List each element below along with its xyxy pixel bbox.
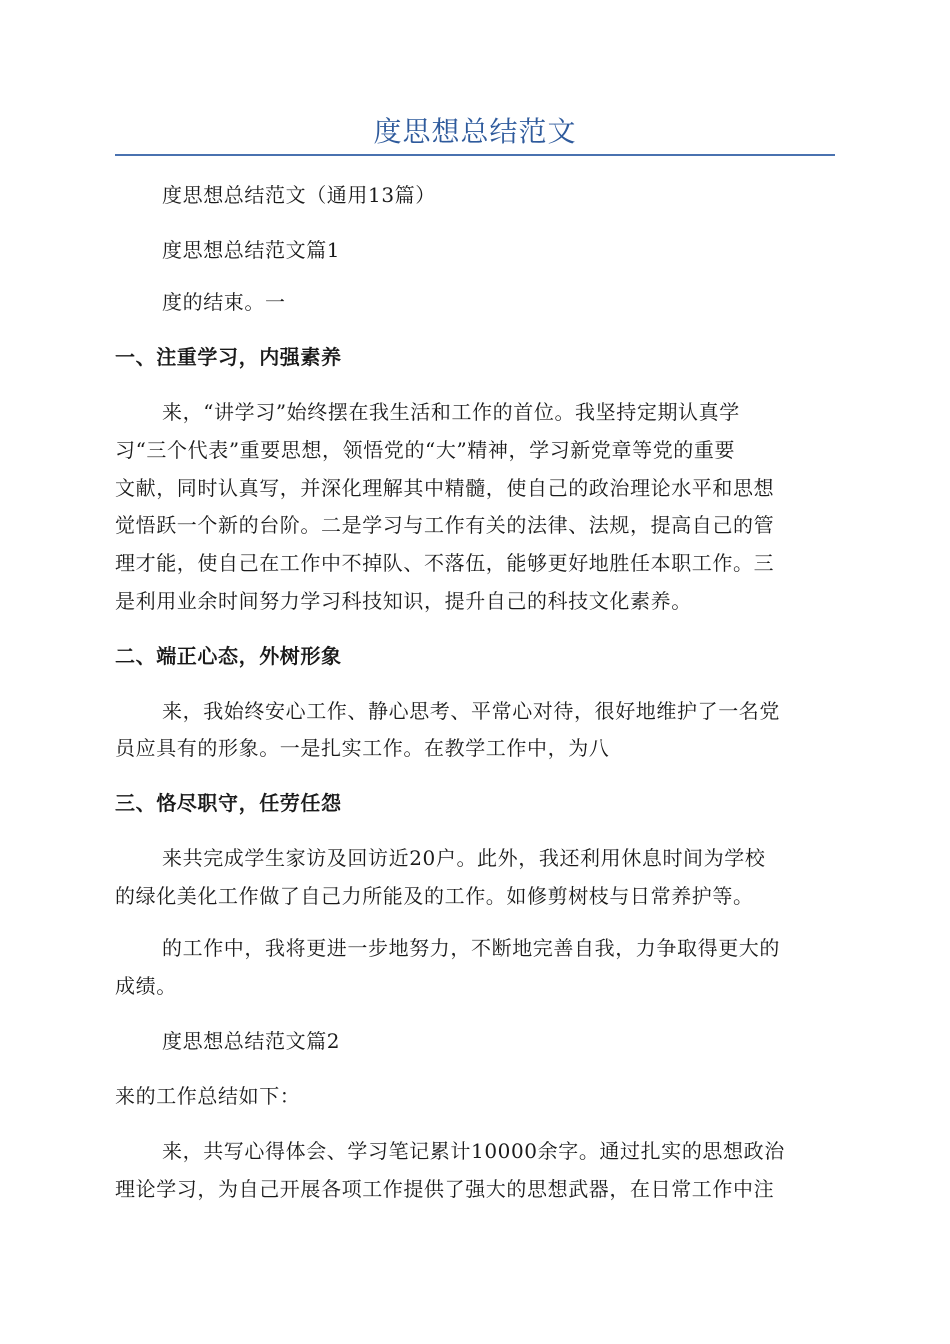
heading-attitude: 二、端正心态，外树形象 [115,644,342,668]
paragraph-line: 的绿化美化工作做了自己力所能及的工作。如修剪树枝与日常养护等。 [115,884,754,908]
paragraph-line: 文献，同时认真写，并深化理解其中精髓，使自己的政治理论水平和思想 [115,476,775,500]
paragraph-line: 来，“讲学习”始终摆在我生活和工作的首位。我坚持定期认真学 [162,400,740,424]
heading-duty: 三、恪尽职守，任劳任怨 [115,791,342,815]
heading-study: 一、注重学习，内强素养 [115,345,342,369]
paragraph-line: 来共完成学生家访及回访近20户。此外，我还利用休息时间为学校 [162,846,766,870]
paragraph-line: 来的工作总结如下： [115,1084,301,1108]
paragraph-line: 来，我始终安心工作、静心思考、平常心对待，很好地维护了一名党 [162,699,780,723]
title-underline [115,154,835,156]
paragraph-line: 度的结束。一 [162,290,286,314]
paragraph-line: 理才能，使自己在工作中不掉队、不落伍，能够更好地胜任本职工作。三 [115,551,775,575]
paragraph-line: 来，共写心得体会、学习笔记累计10000余字。通过扎实的思想政治 [162,1139,785,1163]
section-label-2: 度思想总结范文篇2 [162,1029,341,1053]
paragraph-line: 理论学习，为自己开展各项工作提供了强大的思想武器，在日常工作中注 [115,1177,775,1201]
paragraph-line: 成绩。 [115,974,177,998]
subtitle-line: 度思想总结范文（通用13篇） [162,183,436,207]
section-label-1: 度思想总结范文篇1 [162,238,341,262]
paragraph-line: 员应具有的形象。一是扎实工作。在教学工作中，为八 [115,736,610,760]
paragraph-line: 习“三个代表”重要思想，领悟党的“大”精神，学习新党章等党的重要 [115,438,736,462]
paragraph-line: 是利用业余时间努力学习科技知识，提升自己的科技文化素养。 [115,589,692,613]
paragraph-line: 觉悟跃一个新的台阶。二是学习与工作有关的法律、法规，提高自己的管 [115,513,775,537]
document-title: 度思想总结范文 [373,115,577,148]
paragraph-line: 的工作中，我将更进一步地努力，不断地完善自我，力争取得更大的 [162,936,780,960]
